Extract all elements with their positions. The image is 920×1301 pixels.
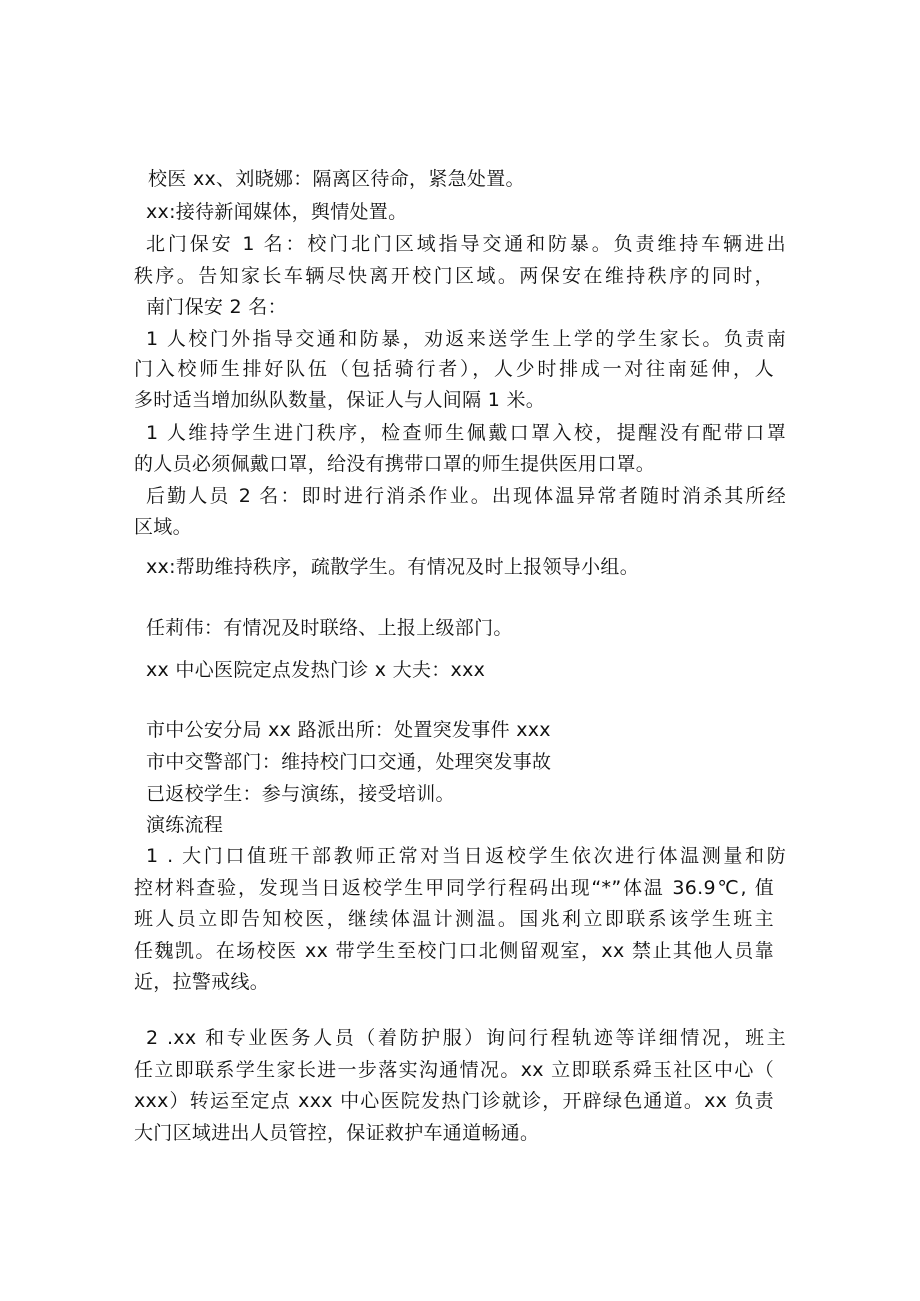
text-line-17: 市中交警部门：维持校门口交通，处理突发事故 [146,751,552,773]
text-line-5: 南门保安 2 名： [146,296,287,318]
text-line-23: 任魏凯。在场校医 xx 带学生至校门口北侧留观室，xx 禁止其他人员靠 [134,940,774,962]
text-line-11: 后勤人员 2 名：即时进行消杀作业。出现体温异常者随时消杀其所经 [146,485,786,507]
section-heading: 演练流程 [146,814,224,836]
text-line-26: 任立即联系学生家长进一步落实沟通情况。xx 立即联系舜玉社区中心（ [134,1059,774,1081]
text-line-25: 2 .xx 和专业医务人员（着防护服）询问行程轨迹等详细情况，班主 [146,1027,786,1049]
text-line-27: xxx）转运至定点 xxx 中心医院发热门诊就诊，开辟绿色通道。xx 负责 [134,1090,774,1112]
text-line-4: 秩序。告知家长车辆尽快离开校门区域。两保安在维持秩序的同时， [134,265,774,287]
text-line-7: 门入校师生排好队伍（包括骑行者），人少时排成一对往南延伸，人 [134,358,774,380]
text-line-16: 市中公安分局 xx 路派出所：处置突发事件 xxx [146,719,551,741]
text-line-22: 班人员立即告知校医，继续体温计测温。国兆利立即联系该学生班主 [134,908,774,930]
text-line-10: 的人员必须佩戴口罩，给没有携带口罩的师生提供医用口罩。 [134,453,656,475]
text-line-14: 任莉伟：有情况及时联络、上报上级部门。 [146,617,513,639]
text-line-20: 1 . 大门口值班干部教师正常对当日返校学生依次进行体温测量和防 [146,845,786,867]
text-line-2: xx:接待新闻媒体，舆情处置。 [146,201,408,223]
text-line-8: 多时适当增加纵队数量，保证人与人间隔 1 米。 [134,389,546,411]
text-line-18: 已返校学生：参与演练，接受培训。 [146,783,455,805]
text-line-15: xx 中心医院定点发热门诊 x 大夫：xxx [146,659,486,681]
text-line-13: xx:帮助维持秩序，疏散学生。有情况及时上报领导小组。 [146,556,639,578]
text-line-1: 校医 xx、刘晓娜：隔离区待命，紧急处置。 [148,168,525,190]
text-line-24: 近，拉警戒线。 [134,971,270,993]
text-line-6: 1 人校门外指导交通和防暴，劝返来送学生上学的学生家长。负责南 [146,328,786,350]
text-line-12: 区域。 [134,516,192,538]
text-line-9: 1 人维持学生进门秩序，检查师生佩戴口罩入校，提醒没有配带口罩 [146,422,786,444]
text-line-28: 大门区域进出人员管控，保证救护车通道畅通。 [134,1122,540,1144]
text-line-3: 北门保安 1 名：校门北门区域指导交通和防暴。负责维持车辆进出 [146,233,786,255]
text-line-21: 控材料查验，发现当日返校学生甲同学行程码出现“*”体温 36.9℃, 值 [134,877,774,899]
